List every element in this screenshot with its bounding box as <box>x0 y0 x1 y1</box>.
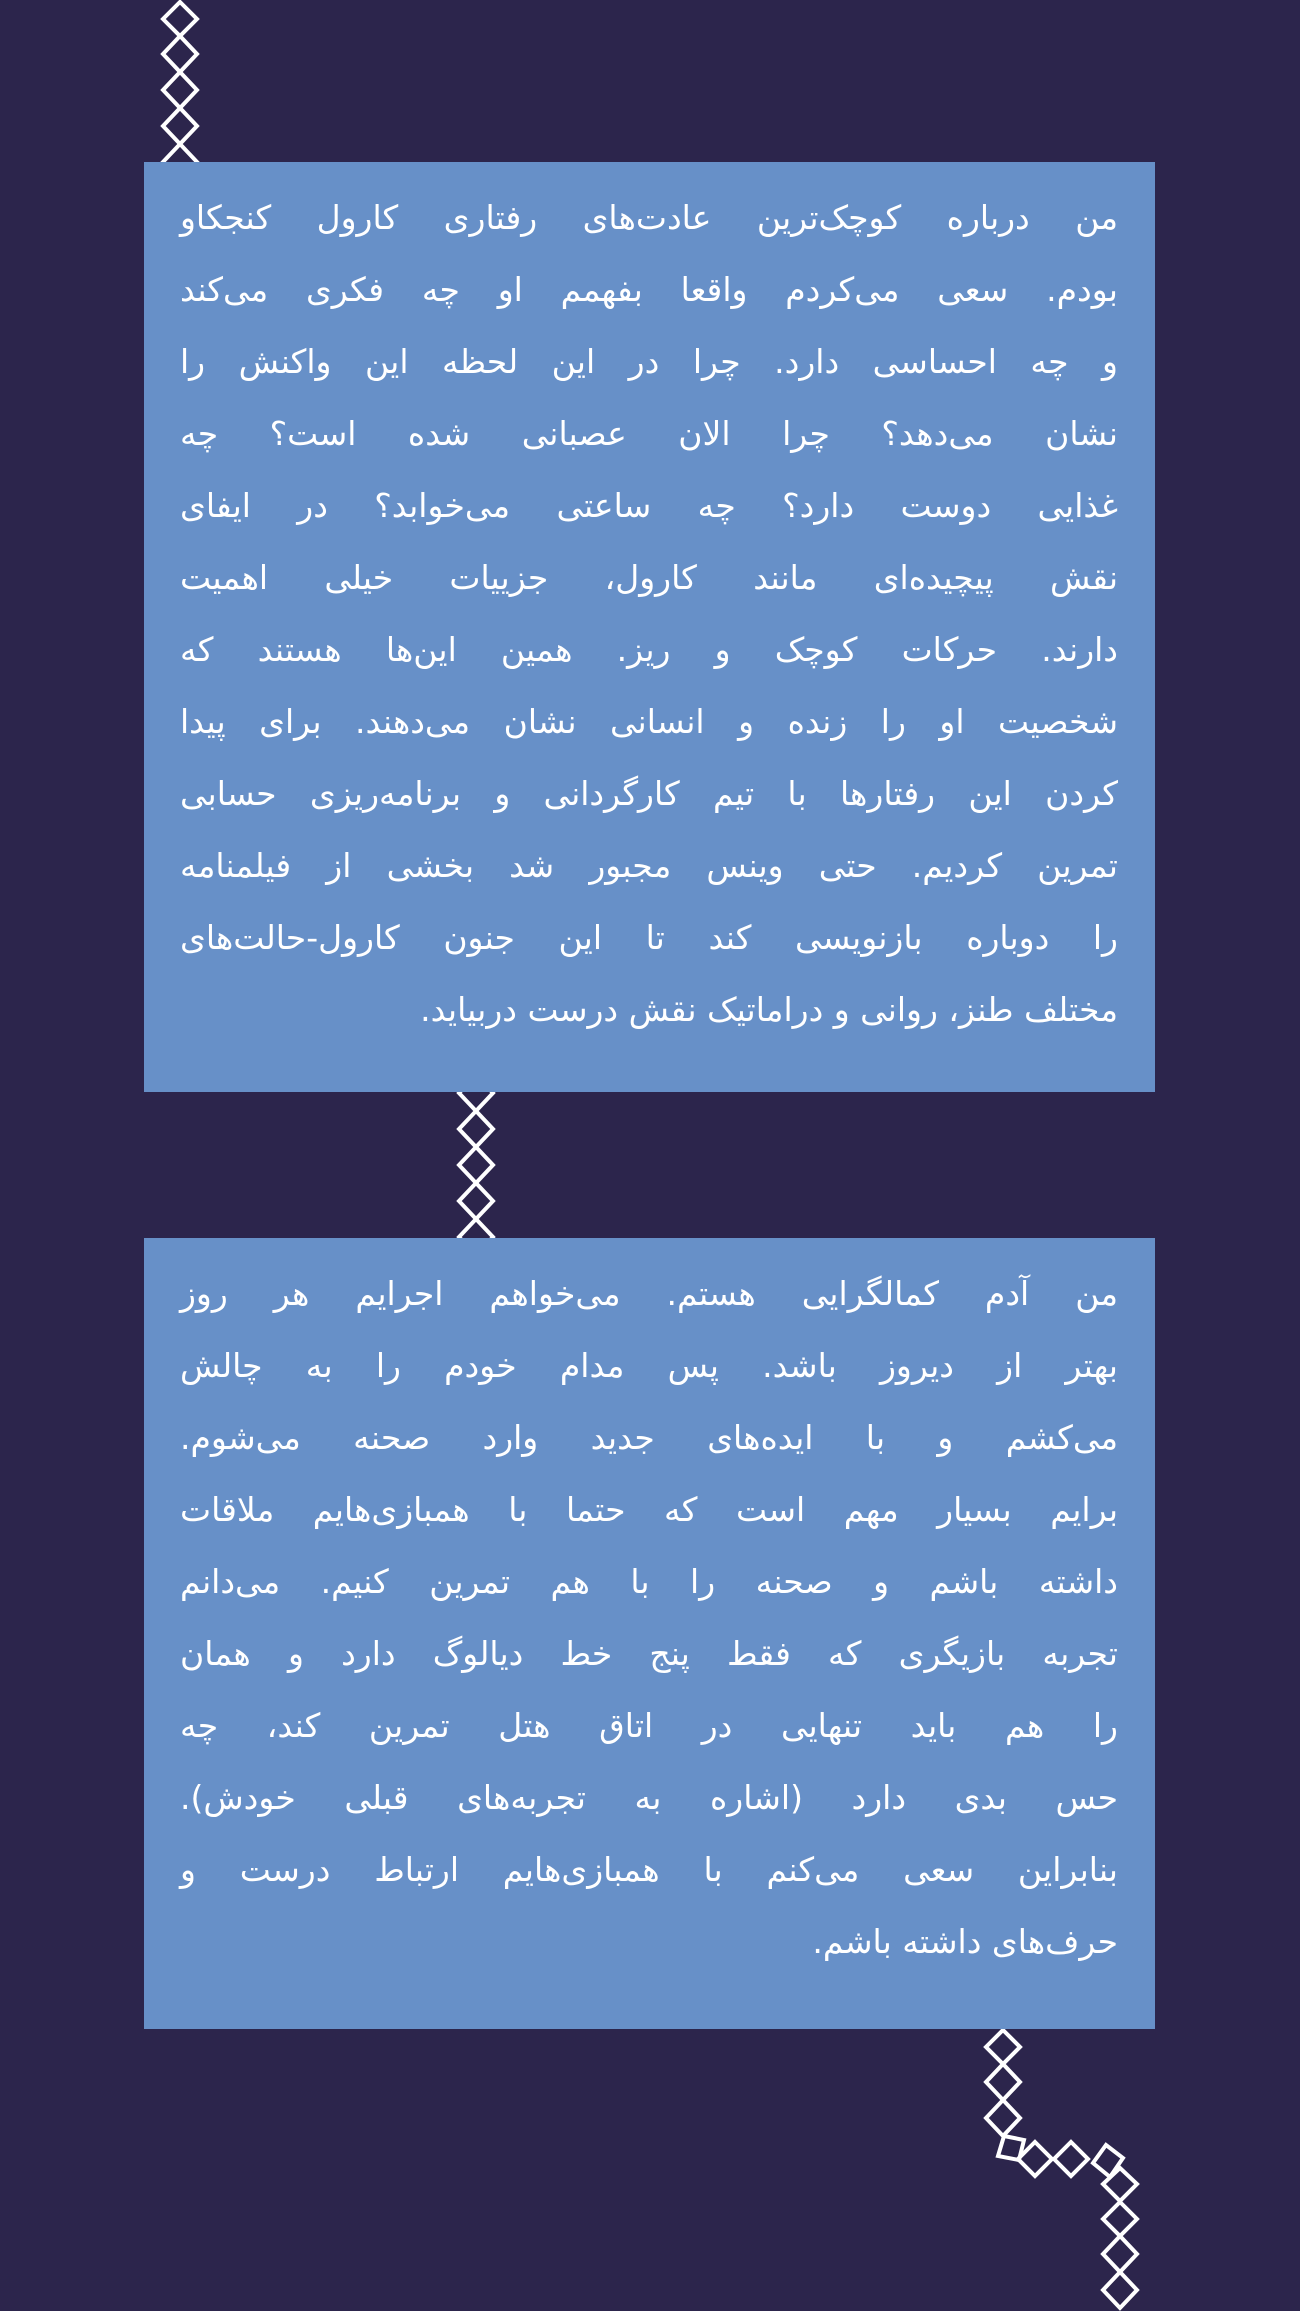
text-line: بهتر از دیروز باشد. پس مدام خودم را به چالش <box>180 1346 1118 1385</box>
text-line: را هم باید تنهایی در اتاق هتل تمرین کند، چه <box>180 1706 1118 1745</box>
text-line: را دوباره بازنویسی کند تا این جنون کارول-حالت‌های <box>180 918 1118 957</box>
text-line: می‌کشم و با ایده‌های جدید وارد صحنه می‌شوم. <box>180 1418 1118 1457</box>
text-line: بنابراین سعی می‌کنم با همبازی‌هایم ارتباط درست و <box>180 1850 1118 1889</box>
text-line: دارند. حرکات کوچک و ریز. همین این‌ها هستند که <box>180 630 1118 669</box>
quote-card-1 <box>144 162 1155 1092</box>
text-line: غذایی دوست دارد؟ چه ساعتی می‌خوابد؟ در ایفای <box>180 486 1118 525</box>
quote-paragraph-2 <box>180 1258 1118 1978</box>
bottom-diamond-chain-icon <box>986 2030 1137 2308</box>
text-line: حرف‌های داشته باشم. <box>812 1922 1118 1961</box>
text-line: کردن این رفتارها با تیم کارگردانی و برنامه‌ریزی حسابی <box>180 774 1118 813</box>
quote-paragraph-1 <box>180 182 1118 1046</box>
text-line: داشته باشم و صحنه را با هم تمرین کنیم. می‌دانم <box>180 1562 1118 1601</box>
middle-diamond-chain-icon <box>459 1075 493 1255</box>
top-diamond-chain-icon <box>163 2 197 180</box>
text-line: بودم. سعی می‌کردم واقعا بفهمم او چه فکری می‌کند <box>180 270 1118 309</box>
text-line: من آدم کمالگرایی هستم. می‌خواهم اجرایم هر روز <box>180 1274 1118 1313</box>
text-line: من درباره کوچک‌ترین عادت‌های رفتاری کارول کنجکاو <box>180 198 1118 237</box>
text-line: مختلف طنز، روانی و دراماتیک نقش درست دربیاید. <box>420 990 1118 1029</box>
text-line: حس بدی دارد (اشاره به تجربه‌های قبلی خودش). <box>180 1778 1118 1817</box>
text-line: شخصیت او را زنده و انسانی نشان می‌دهند. برای پیدا <box>180 702 1118 741</box>
text-line: نشان می‌دهد؟ چرا الان عصبانی شده است؟ چه <box>180 414 1118 453</box>
text-line: و چه احساسی دارد. چرا در این لحظه این واکنش را <box>180 342 1118 381</box>
text-line: نقش پیچیده‌ای مانند کارول، جزییات خیلی اهمیت <box>180 558 1118 597</box>
text-line: تمرین کردیم. حتی وینس مجبور شد بخشی از فیلمنامه <box>180 846 1118 885</box>
text-line: تجربه بازیگری که فقط پنج خط دیالوگ دارد و همان <box>180 1634 1118 1673</box>
quote-card-2 <box>144 1238 1155 2029</box>
text-line: برایم بسیار مهم است که حتما با همبازی‌هایم ملاقات <box>180 1490 1118 1529</box>
